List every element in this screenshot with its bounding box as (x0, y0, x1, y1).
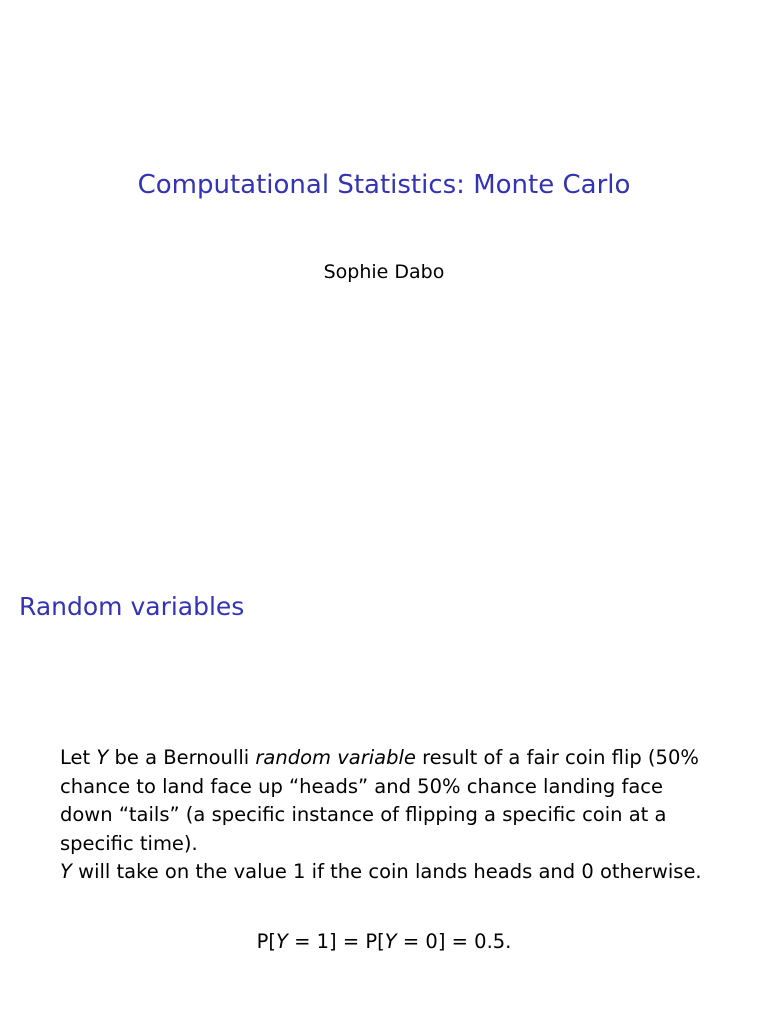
eq-part-3: = 0] = 0.5. (396, 930, 512, 953)
text-takes-value: will take on the value 1 if the coin lands heads and 0 otherwise. (71, 860, 702, 883)
deck-title: Computational Statistics: Monte Carlo (137, 170, 631, 200)
paragraph-bernoulli (60, 744, 720, 858)
eq-variable-y-2: Y (384, 930, 397, 953)
probability-equation (0, 930, 768, 953)
emphasis-random-variable: random variable (255, 746, 416, 769)
paragraph-values (60, 858, 720, 887)
variable-y: Y (60, 860, 72, 883)
text-be-a-bernoulli: be a Bernoulli (108, 746, 256, 769)
frame-title: Random variables (19, 592, 245, 621)
eq-part-1: P[ (256, 930, 276, 953)
text-let: Let (60, 746, 97, 769)
text-coin-flip-description: result of a fair coin flip (50% chance to land face up “heads” and 50% chance landing face down “tails” (a specific instance of flipping a specific coin at a specific time). (60, 746, 699, 855)
eq-part-2: = 1] = P[ (287, 930, 385, 953)
body-text (60, 744, 720, 887)
random-variables-slide (0, 576, 768, 1024)
eq-variable-y-1: Y (275, 930, 288, 953)
author-name: Sophie Dabo (323, 261, 445, 283)
variable-y: Y (96, 746, 109, 769)
